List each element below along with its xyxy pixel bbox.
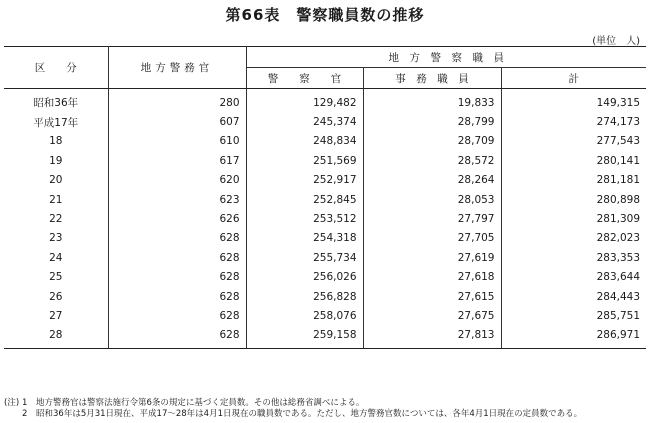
cell-clerical: 27,618 [363,268,501,287]
cell-clerical: 28,572 [363,151,501,170]
cell-clerical: 28,264 [363,171,501,190]
table-row [4,209,646,228]
cell-total: 286,971 [501,326,646,349]
cell-local: 607 [108,112,246,131]
note-tag: (注) [4,398,20,408]
row-label: 24 [4,248,108,267]
unit-label: (単位 人) [592,36,640,47]
cell-total: 285,751 [501,306,646,325]
cell-local: 617 [108,151,246,170]
notes-section [4,398,646,420]
cell-police: 258,076 [246,306,363,325]
cell-police: 252,845 [246,190,363,209]
police-staff-table [4,46,646,349]
table-row [4,248,646,267]
table-row [4,89,646,113]
cell-police: 252,917 [246,171,363,190]
table-row [4,229,646,248]
row-label: 18 [4,132,108,151]
cell-clerical: 27,619 [363,248,501,267]
cell-police: 253,512 [246,209,363,228]
table-row [4,171,646,190]
cell-local: 623 [108,190,246,209]
row-label: 19 [4,151,108,170]
cell-local: 280 [108,89,246,113]
cell-total: 281,309 [501,209,646,228]
cell-total: 281,181 [501,171,646,190]
note-number: 1 [22,398,28,408]
cell-local: 628 [108,268,246,287]
row-label: 25 [4,268,108,287]
row-label: 昭和36年 [4,89,108,113]
cell-total: 277,543 [501,132,646,151]
cell-police: 251,569 [246,151,363,170]
table-row [4,287,646,306]
cell-local: 628 [108,326,246,349]
header-police-officers: 警 察 官 [246,68,363,89]
cell-total: 283,353 [501,248,646,267]
row-label: 21 [4,190,108,209]
cell-police: 254,318 [246,229,363,248]
cell-clerical: 27,615 [363,287,501,306]
row-label: 平成17年 [4,112,108,131]
cell-police: 256,828 [246,287,363,306]
cell-total: 280,898 [501,190,646,209]
cell-local: 628 [108,229,246,248]
note-item [4,398,646,409]
note-number: 2 [22,409,28,419]
cell-police: 259,158 [246,326,363,349]
cell-clerical: 27,797 [363,209,501,228]
note-item [4,409,646,420]
table-row [4,190,646,209]
cell-total: 149,315 [501,89,646,113]
row-label: 26 [4,287,108,306]
cell-total: 280,141 [501,151,646,170]
table-row [4,326,646,349]
cell-clerical: 28,709 [363,132,501,151]
cell-police: 245,374 [246,112,363,131]
cell-clerical: 27,675 [363,306,501,325]
table-row [4,306,646,325]
cell-clerical: 19,833 [363,89,501,113]
header-local-police-officers: 地方警務官 [108,47,246,89]
cell-local: 628 [108,248,246,267]
table-row [4,151,646,170]
cell-total: 284,443 [501,287,646,306]
cell-local: 610 [108,132,246,151]
cell-total: 283,644 [501,268,646,287]
header-clerical-staff: 事 務 職 員 [363,68,501,89]
row-label: 20 [4,171,108,190]
cell-local: 626 [108,209,246,228]
table-row [4,132,646,151]
header-total: 計 [501,68,646,89]
cell-local: 628 [108,306,246,325]
header-local-police-staff: 地 方 警 察 職 員 [246,47,646,68]
cell-total: 282,023 [501,229,646,248]
note-text: 昭和36年は5月31日現在、平成17～28年は4月1日現在の職員数である。ただし、地方警務官数については、各年4月1日現在の定員数である。 [36,409,583,419]
header-category: 区 分 [4,47,108,89]
row-label: 23 [4,229,108,248]
row-label: 27 [4,306,108,325]
page-title: 第66表 警察職員数の推移 [225,6,425,24]
cell-police: 256,026 [246,268,363,287]
cell-total: 274,173 [501,112,646,131]
row-label: 22 [4,209,108,228]
cell-local: 628 [108,287,246,306]
cell-local: 620 [108,171,246,190]
note-text: 地方警務官は警察法施行令第6条の規定に基づく定員数。その他は総務省調べによる。 [36,398,365,408]
cell-clerical: 27,705 [363,229,501,248]
cell-police: 255,734 [246,248,363,267]
cell-clerical: 27,813 [363,326,501,349]
table-row [4,112,646,131]
cell-clerical: 28,799 [363,112,501,131]
row-label: 28 [4,326,108,349]
cell-clerical: 28,053 [363,190,501,209]
cell-police: 129,482 [246,89,363,113]
table-row [4,268,646,287]
cell-police: 248,834 [246,132,363,151]
